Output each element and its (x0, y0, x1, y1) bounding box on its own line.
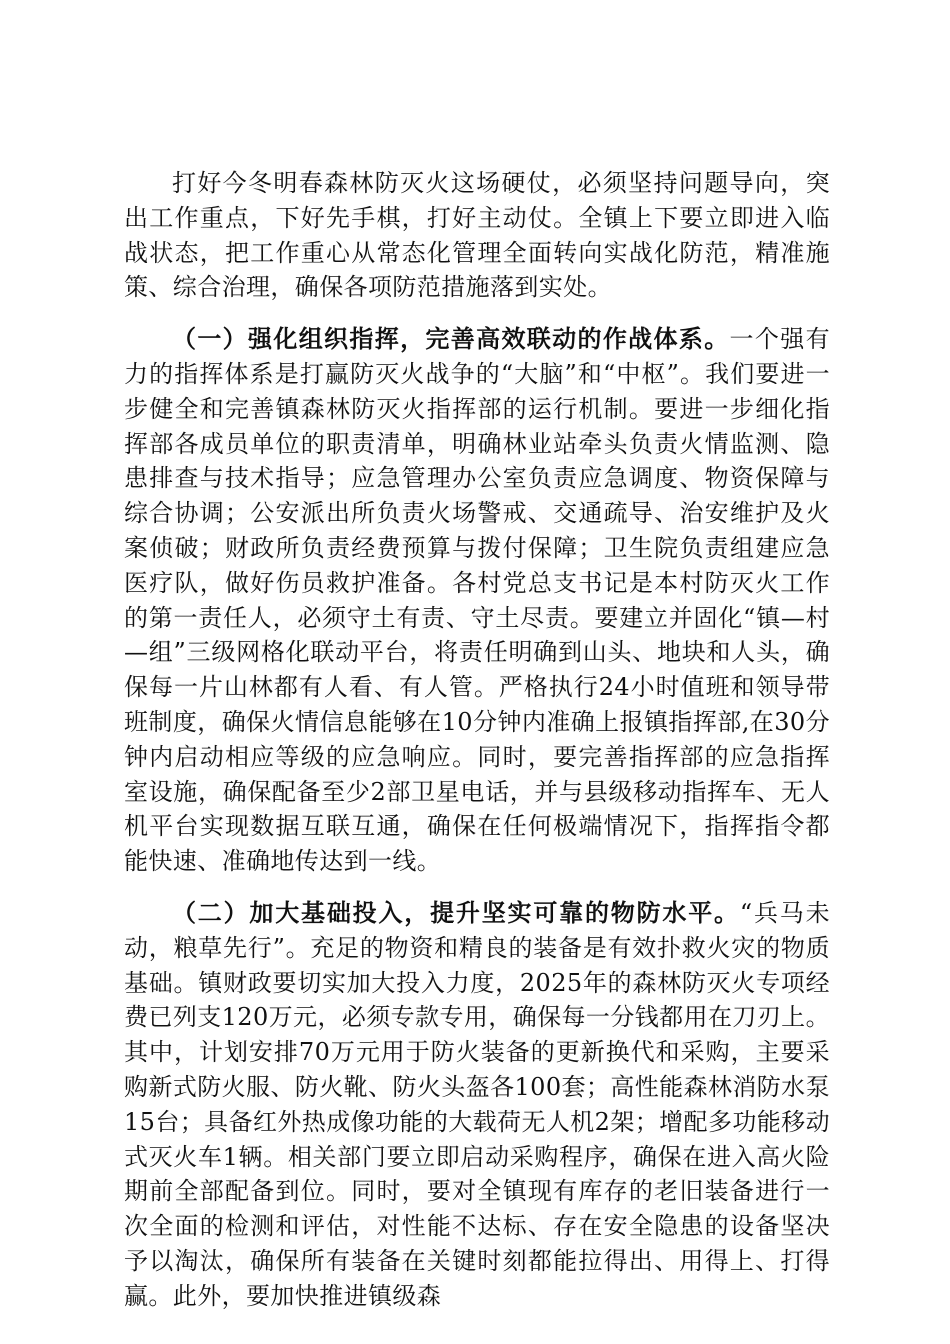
document-body (124, 166, 830, 1314)
section-2-heading: （二）加大基础投入，提升坚实可靠的物防水平。 (172, 897, 740, 927)
paragraph-intro (124, 166, 830, 305)
paragraph-section-2 (124, 896, 830, 1314)
paragraph-intro-text: 打好今冬明春森林防灭火这场硬仗，必须坚持问题导向，突出工作重点，下好先手棋，打好主动仗。全镇上下要立即进入临战状态，把工作重心从常态化管理全面转向实战化防范，精准施策、综合治理，确保各项防范措施落到实处。 (124, 169, 830, 302)
section-2-text: “兵马未动，粮草先行”。充足的物资和精良的装备是有效扑救火灾的物质基础。镇财政要切实加大投入力度，2025年的森林防灭火专项经费已列支120万元，必须专款专用，确保每一分钱都用在刀刃上。其中，计划安排70万元用于防火装备的更新换代和采购，主要采购新式防火服、防火靴、防火头盔各100套；高性能森林消防水泵15台；具备红外热成像功能的大载荷无人机2架；增配多功能移动式灭火车1辆。相关部门要立即启动采购程序，确保在进入高火险期前全部配备到位。同时，要对全镇现有库存的老旧装备进行一次全面的检测和评估，对性能不达标、存在安全隐患的设备坚决予以淘汰，确保所有装备在关键时刻都能拉得出、用得上、打得赢。此外，要加快推进镇级森 (124, 898, 830, 1310)
section-1-heading: （一）强化组织指挥，完善高效联动的作战体系。 (172, 324, 730, 354)
section-1-text: 一个强有力的指挥体系是打赢防灭火战争的“大脑”和“中枢”。我们要进一步健全和完善镇森林防灭火指挥部的运行机制。要进一步细化指挥部各成员单位的职责清单，明确林业站牵头负责火情监测、隐患排查与技术指导；应急管理办公室负责应急调度、物资保障与综合协调；公安派出所负责火场警戒、交通疏导、治安维护及火案侦破；财政所负责经费预算与拨付保障；卫生院负责组建应急医疗队，做好伤员救护准备。各村党总支书记是本村防灭火工作的第一责任人，必须守土有责、守土尽责。要建立并固化“镇—村—组”三级网格化联动平台，将责任明确到山头、地块和人头，确保每一片山林都有人看、有人管。严格执行24小时值班和领导带班制度，确保火情信息能够在10分钟内准确上报镇指挥部,在30分钟内启动相应等级的应急响应。同时，要完善指挥部的应急指挥室设施，确保配备至少2部卫星电话，并与县级移动指挥车、无人机平台实现数据互联互通，确保在任何极端情况下，指挥指令都能快速、准确地传达到一线。 (124, 325, 830, 876)
paragraph-section-1 (124, 322, 830, 879)
